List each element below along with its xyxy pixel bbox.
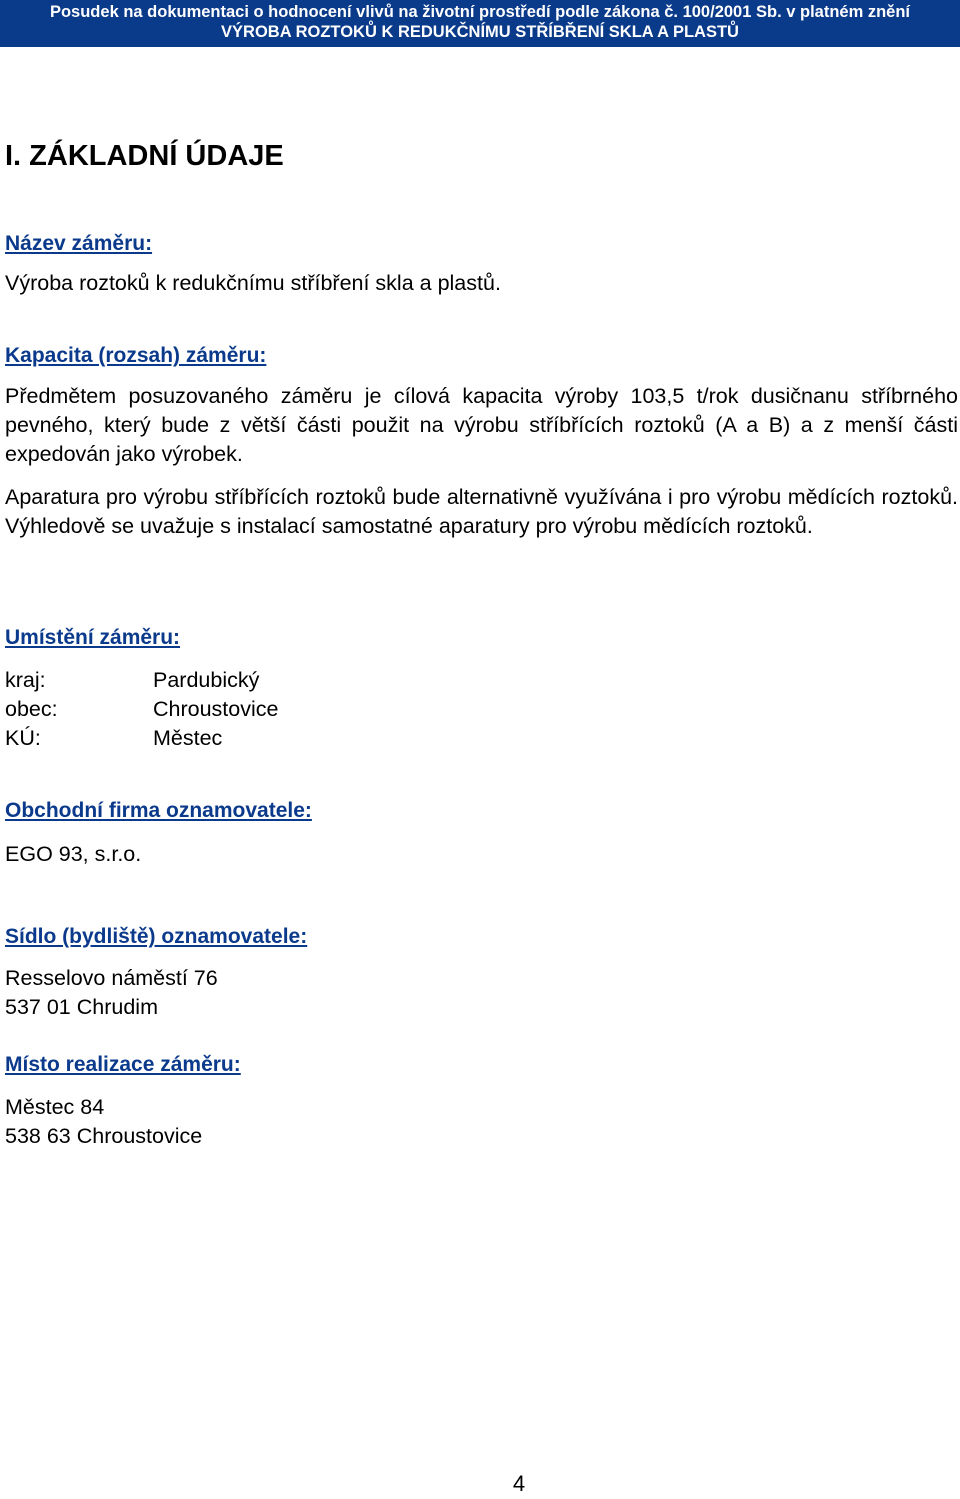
section-title: I. ZÁKLADNÍ ÚDAJE [5,140,284,172]
kapacita-paragraph-2: Aparatura pro výrobu stříbřících roztoků bude alternativně využívána i pro výrobu mědících roztoků. Výhledově se uvažuje s instalací samostatné aparatury pro výrobu mědících roztoků. [5,485,958,538]
umisteni-key: kraj: [5,668,46,692]
umisteni-row-kraj [5,666,278,695]
umisteni-value: Pardubický [153,668,260,692]
firma-heading: Obchodní firma oznamovatele: [5,799,312,822]
umisteni-key: KÚ: [5,726,41,750]
misto-line-2: 538 63 Chroustovice [5,1124,203,1148]
header-subtitle: VÝROBA ROZTOKŮ K REDUKČNÍMU STŘÍBŘENÍ SKLA A PLASTŮ [221,23,739,41]
nazev-text: Výroba roztoků k redukčnímu stříbření skla a plastů. [5,271,501,295]
umisteni-value: Městec [153,726,223,750]
page-header [0,0,960,47]
umisteni-value: Chroustovice [153,697,279,721]
sidlo-heading: Sídlo (bydliště) oznamovatele: [5,925,308,948]
misto-heading: Místo realizace záměru: [5,1053,241,1076]
header-title: Posudek na dokumentaci o hodnocení vlivů na životní prostředí podle zákona č. 100/2001 Sb. v platném znění [49,3,911,21]
umisteni-row-obec [5,695,278,724]
umisteni-row-ku [5,724,278,753]
sidlo-line-1: Resselovo náměstí 76 [5,966,218,990]
sidlo-line-2: 537 01 Chrudim [5,995,158,1019]
page-number: 4 [512,1471,526,1496]
nazev-heading: Název záměru: [5,232,153,255]
misto-line-1: Městec 84 [5,1095,105,1119]
umisteni-key: obec: [5,697,58,721]
kapacita-heading: Kapacita (rozsah) záměru: [5,344,267,367]
umisteni-table [5,666,278,753]
umisteni-heading: Umístění záměru: [5,626,181,649]
firma-text: EGO 93, s.r.o. [5,842,142,866]
kapacita-paragraph-1: Předmětem posuzovaného záměru je cílová kapacita výroby 103,5 t/rok dusičnanu stříbrného pevného, který bude z větší části použit na výrobu stříbřících roztoků (A a B) a z menší části expedován jako výrobek. [5,384,958,466]
